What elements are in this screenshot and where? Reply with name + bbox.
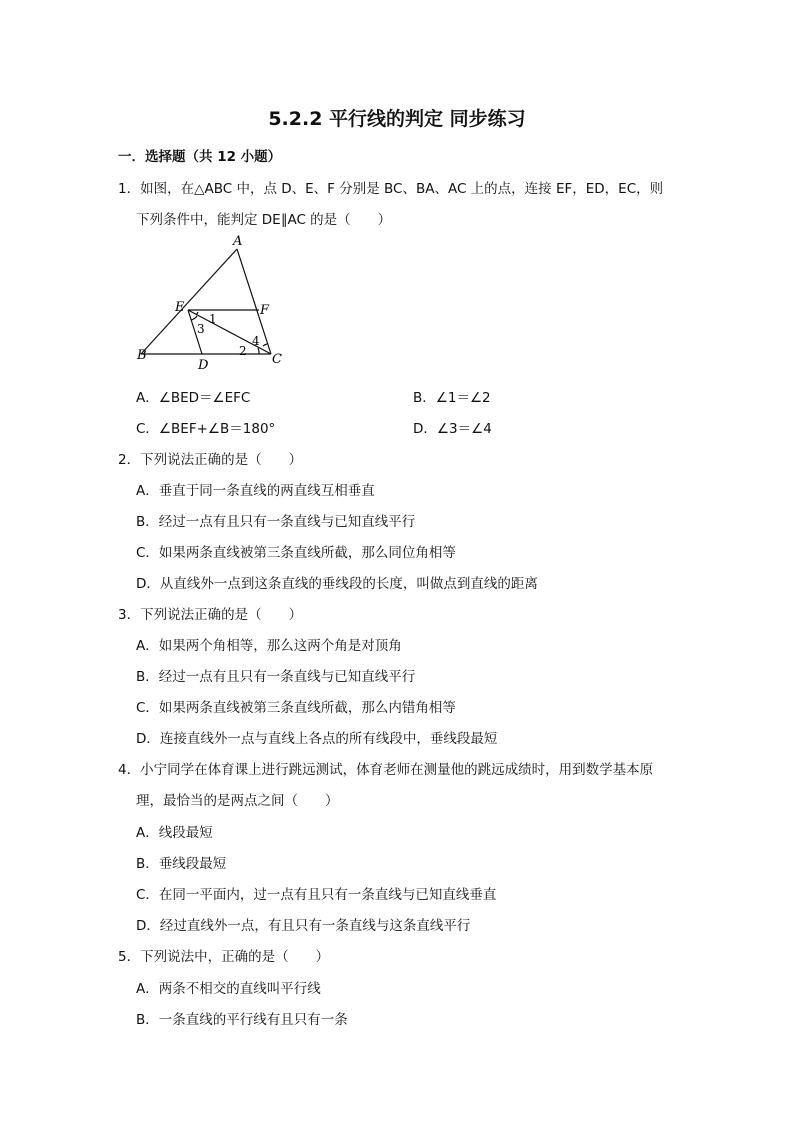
question-2-option-d: D．从直线外一点到这条直线的垂线段的长度，叫做点到直线的距离: [136, 576, 538, 592]
side-ab: [141, 249, 237, 354]
question-1-stem-line-2: 下列条件中，能判定 DE∥AC 的是（ ）: [136, 212, 392, 228]
question-4-stem-line-2: 理，最恰当的是两点之间（ ）: [136, 793, 339, 809]
angle-3-arc: [191, 316, 197, 320]
question-1-option-b: B．∠1＝∠2: [413, 390, 491, 406]
label-a: A: [233, 234, 243, 249]
label-b: B: [137, 348, 147, 363]
question-5-stem: 5．下列说法中，正确的是（ ）: [118, 949, 330, 965]
question-2-option-a: A．垂直于同一条直线的两直线互相垂直: [136, 483, 375, 499]
angle-2-arc: [258, 348, 259, 354]
question-1-option-c: C．∠BEF+∠B＝180°: [136, 421, 276, 437]
label-c: C: [272, 352, 282, 367]
page-title: 5.2.2 平行线的判定 同步练习: [268, 108, 526, 130]
question-4-option-c: C．在同一平面内，过一点有且只有一条直线与已知直线垂直: [136, 887, 497, 903]
question-2-stem: 2．下列说法正确的是（ ）: [118, 452, 303, 468]
question-3-stem: 3．下列说法正确的是（ ）: [118, 607, 303, 623]
question-5-option-b: B．一条直线的平行线有且只有一条: [136, 1012, 348, 1028]
question-2-option-b: B．经过一点有且只有一条直线与已知直线平行: [136, 514, 416, 530]
label-angle-4: 4: [252, 334, 260, 348]
label-f: F: [260, 303, 270, 318]
question-3-option-c: C．如果两条直线被第三条直线所截，那么内错角相等: [136, 700, 456, 716]
label-e: E: [175, 300, 185, 315]
label-angle-1: 1: [209, 312, 217, 326]
question-4-option-d: D．经过直线外一点，有且只有一条直线与这条直线平行: [136, 918, 471, 934]
label-angle-2: 2: [239, 344, 247, 358]
question-3-option-a: A．如果两个角相等，那么这两个角是对顶角: [136, 638, 402, 654]
section-heading: 一．选择题（共 12 小题）: [118, 149, 282, 165]
question-3-option-b: B．经过一点有且只有一条直线与已知直线平行: [136, 669, 416, 685]
angle-4-arc: [263, 344, 267, 346]
question-4-stem-line-1: 4．小宁同学在体育课上进行跳远测试，体育老师在测量他的跳远成绩时，用到数学基本原: [118, 762, 654, 778]
label-d: D: [198, 358, 209, 372]
question-4-option-a: A．线段最短: [136, 825, 213, 841]
question-3-option-d: D．连接直线外一点与直线上各点的所有线段中，垂线段最短: [136, 731, 498, 747]
question-1-option-d: D．∠3＝∠4: [413, 421, 492, 437]
question-4-option-b: B．垂线段最短: [136, 856, 227, 872]
question-2-option-c: C．如果两条直线被第三条直线所截，那么同位角相等: [136, 545, 456, 561]
label-angle-3: 3: [197, 322, 205, 336]
question-1-stem-line-1: 1．如图，在△ABC 中，点 D、E、F 分别是 BC、BA、AC 上的点，连接 EF，ED，EC，则: [118, 181, 664, 197]
question-1-option-a: A．∠BED＝∠EFC: [136, 390, 251, 406]
triangle-figure: [134, 232, 294, 372]
question-5-option-a: A．两条不相交的直线叫平行线: [136, 981, 321, 997]
